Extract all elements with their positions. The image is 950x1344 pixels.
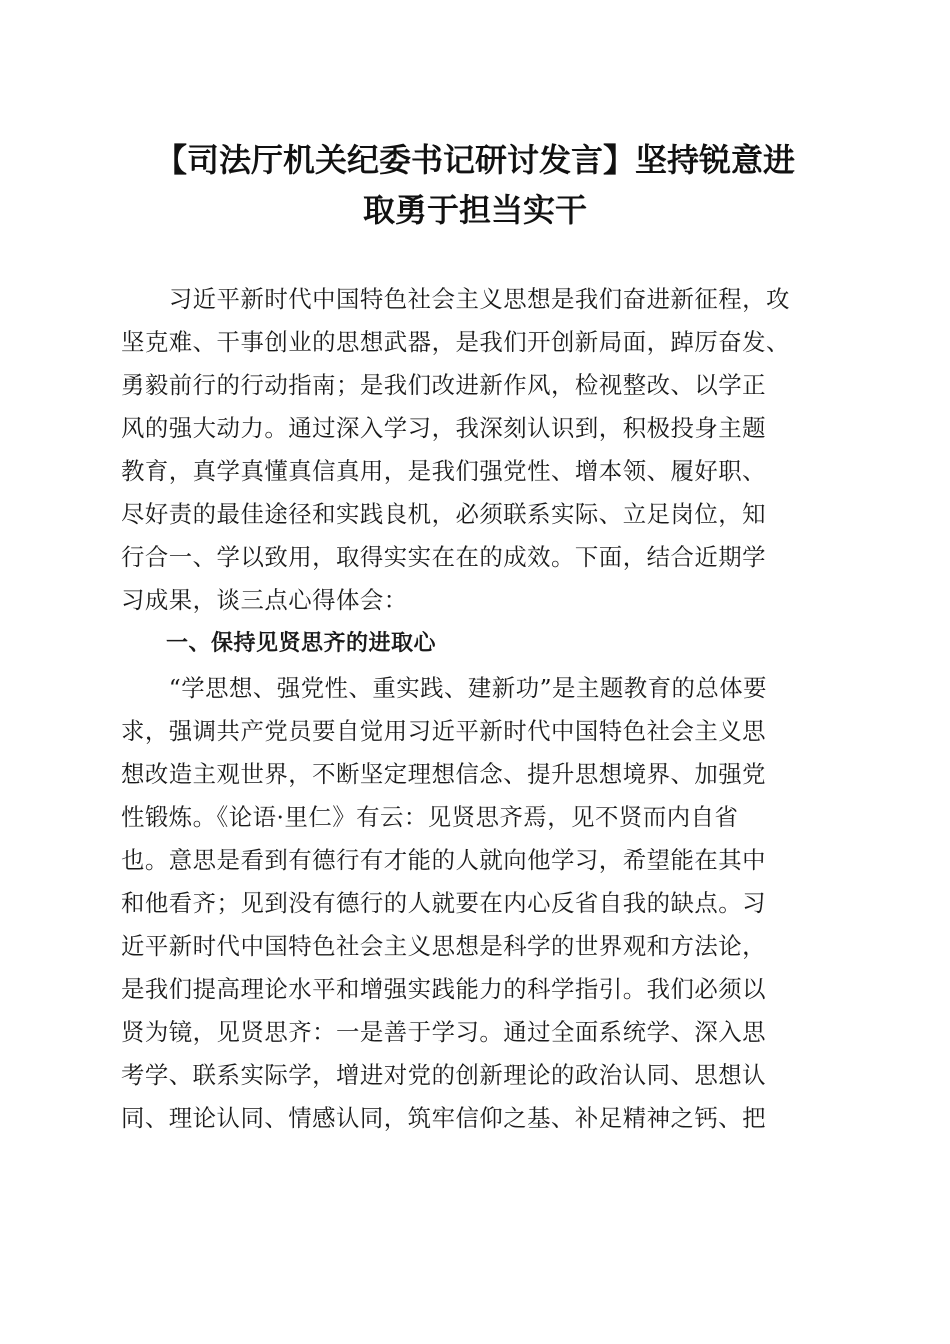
- paragraph2-line-3: 想改造主观世界，不断坚定理想信念、提升思想境界、加强党: [121, 760, 767, 788]
- title-line-2: 取勇于担当实干: [362, 191, 587, 229]
- paragraph2-line-6: 和他看齐；见到没有德行的人就要在内心反省自我的缺点。习: [121, 889, 767, 917]
- paragraph2-line-9: 贤为镜，见贤思齐：一是善于学习。通过全面系统学、深入思: [121, 1018, 767, 1046]
- paragraph1-line-8: 习成果，谈三点心得体会：: [121, 586, 408, 614]
- paragraph2-line-10: 考学、联系实际学，增进对党的创新理论的政治认同、思想认: [121, 1061, 767, 1089]
- paragraph2-line-4: 性锻炼。《论语·里仁》有云：见贤思齐焉，见不贤而内自省: [121, 803, 739, 831]
- paragraph2-line-2: 求，强调共产党员要自觉用习近平新时代中国特色社会主义思: [121, 717, 767, 745]
- paragraph1-line-5: 教育，真学真懂真信真用，是我们强党性、增本领、履好职、: [121, 457, 767, 485]
- paragraph1-line-1: 习近平新时代中国特色社会主义思想是我们奋进新征程，攻: [121, 285, 790, 313]
- section-heading-1: 一、保持见贤思齐的进取心: [121, 631, 437, 656]
- paragraph2-line-11: 同、理论认同、情感认同，筑牢信仰之基、补足精神之钙、把: [121, 1104, 767, 1132]
- paragraph1-line-2: 坚克难、干事创业的思想武器，是我们开创新局面，踔厉奋发、: [121, 328, 790, 356]
- paragraph2-line-7: 近平新时代中国特色社会主义思想是科学的世界观和方法论，: [121, 932, 767, 960]
- paragraph2-line-1: “学思想、强党性、重实践、建新功”是主题教育的总体要: [121, 674, 768, 702]
- paragraph2-line-5: 也。意思是看到有德行有才能的人就向他学习，希望能在其中: [121, 846, 767, 874]
- paragraph1-line-4: 风的强大动力。通过深入学习，我深刻认识到，积极投身主题: [121, 414, 767, 442]
- paragraph1-line-7: 行合一、学以致用，取得实实在在的成效。下面，结合近期学: [121, 543, 767, 571]
- title-line-1: 【司法厅机关纪委书记研讨发言】坚持锐意进: [154, 141, 795, 179]
- paragraph1-line-6: 尽好责的最佳途径和实践良机，必须联系实际、立足岗位，知: [121, 500, 767, 528]
- paragraph1-line-3: 勇毅前行的行动指南；是我们改进新作风，检视整改、以学正: [121, 371, 767, 399]
- document-title: [100, 135, 850, 235]
- paragraph2-line-8: 是我们提高理论水平和增强实践能力的科学指引。我们必须以: [121, 975, 767, 1003]
